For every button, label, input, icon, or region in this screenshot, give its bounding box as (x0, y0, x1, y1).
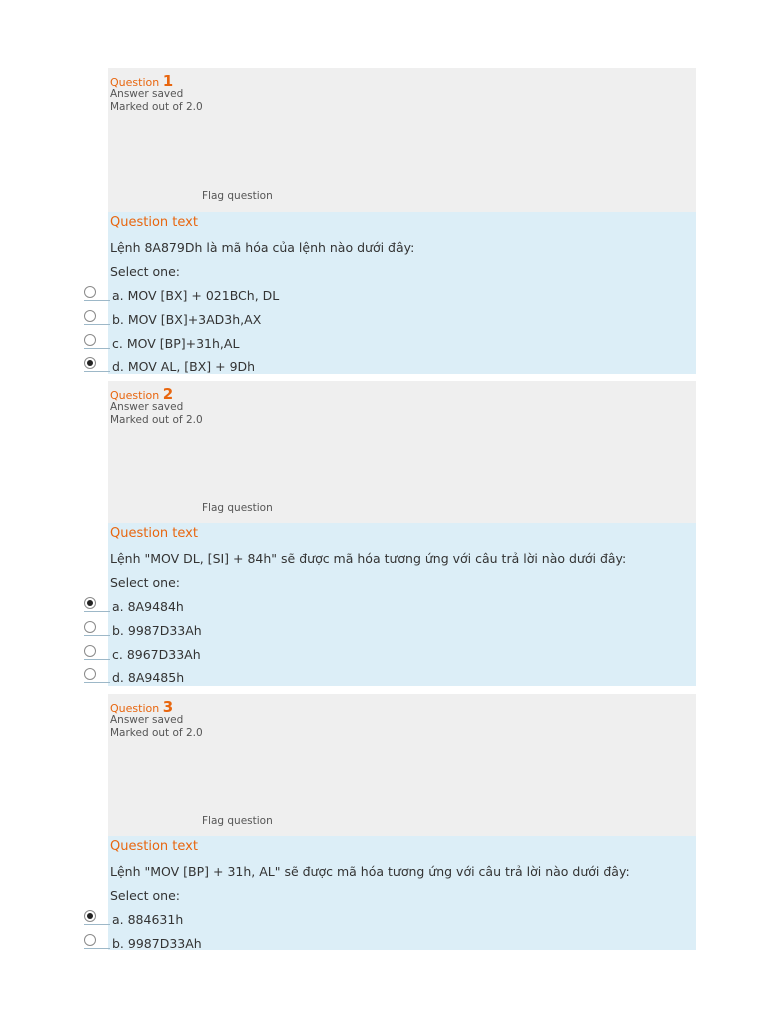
answer-label: c. MOV [BP]+31h,AL (112, 336, 240, 351)
question-content (108, 836, 696, 950)
answer-option[interactable] (84, 310, 644, 332)
radio-button[interactable] (84, 597, 96, 609)
radio-button[interactable] (84, 310, 96, 322)
question-state: Answer saved (110, 401, 184, 413)
question-text: Lệnh "MOV [BP] + 31h, AL" sẽ được mã hóa tương ứng với câu trả lời nào dưới đây: (110, 864, 630, 879)
select-one-prompt: Select one: (110, 575, 181, 590)
answer-label: d. 8A9485h (112, 670, 185, 685)
answer-option[interactable] (84, 286, 644, 308)
question-number: Question 2 (110, 385, 174, 403)
radio-button[interactable] (84, 621, 96, 633)
radio-button[interactable] (84, 286, 96, 298)
answer-label: a. 8A9484h (112, 599, 184, 614)
question-info (108, 694, 696, 836)
radio-button[interactable] (84, 357, 96, 369)
question-grade: Marked out of 2.0 (110, 101, 203, 113)
question-number: Question 1 (110, 72, 174, 90)
answer-option[interactable] (84, 645, 644, 667)
flag-question-link[interactable]: Flag question (202, 815, 273, 827)
answer-label: b. MOV [BX]+3AD3h,AX (112, 312, 262, 327)
select-one-prompt: Select one: (110, 888, 181, 903)
question-content (108, 523, 696, 686)
question-number: Question 3 (110, 698, 174, 716)
radio-button[interactable] (84, 668, 96, 680)
answer-label: c. 8967D33Ah (112, 647, 201, 662)
answer-option[interactable] (84, 597, 644, 619)
question-grade: Marked out of 2.0 (110, 727, 203, 739)
answer-label: b. 9987D33Ah (112, 623, 202, 638)
question-state: Answer saved (110, 714, 184, 726)
question-state: Answer saved (110, 88, 184, 100)
answer-option[interactable] (84, 910, 644, 932)
question-text-title: Question text (110, 526, 198, 541)
radio-button[interactable] (84, 334, 96, 346)
answer-label: d. MOV AL, [BX] + 9Dh (112, 359, 256, 374)
question-grade: Marked out of 2.0 (110, 414, 203, 426)
radio-button[interactable] (84, 645, 96, 657)
question-info (108, 68, 696, 212)
select-one-prompt: Select one: (110, 264, 181, 279)
radio-button[interactable] (84, 910, 96, 922)
answer-label: b. 9987D33Ah (112, 936, 202, 951)
question-text-title: Question text (110, 215, 198, 230)
answer-option[interactable] (84, 357, 644, 379)
answer-option[interactable] (84, 621, 644, 643)
question-content (108, 212, 696, 374)
flag-question-link[interactable]: Flag question (202, 502, 273, 514)
question-info (108, 381, 696, 523)
radio-button[interactable] (84, 934, 96, 946)
question-text-title: Question text (110, 839, 198, 854)
answer-label: a. 884631h (112, 912, 184, 927)
answer-option[interactable] (84, 934, 644, 956)
answer-option[interactable] (84, 334, 644, 356)
answer-label: a. MOV [BX] + 021BCh, DL (112, 288, 280, 303)
question-text: Lệnh "MOV DL, [SI] + 84h" sẽ được mã hóa tương ứng với câu trả lời nào dưới đây: (110, 551, 627, 566)
question-text: Lệnh 8A879Dh là mã hóa của lệnh nào dưới đây: (110, 240, 415, 255)
flag-question-link[interactable]: Flag question (202, 190, 273, 202)
answer-option[interactable] (84, 668, 644, 690)
